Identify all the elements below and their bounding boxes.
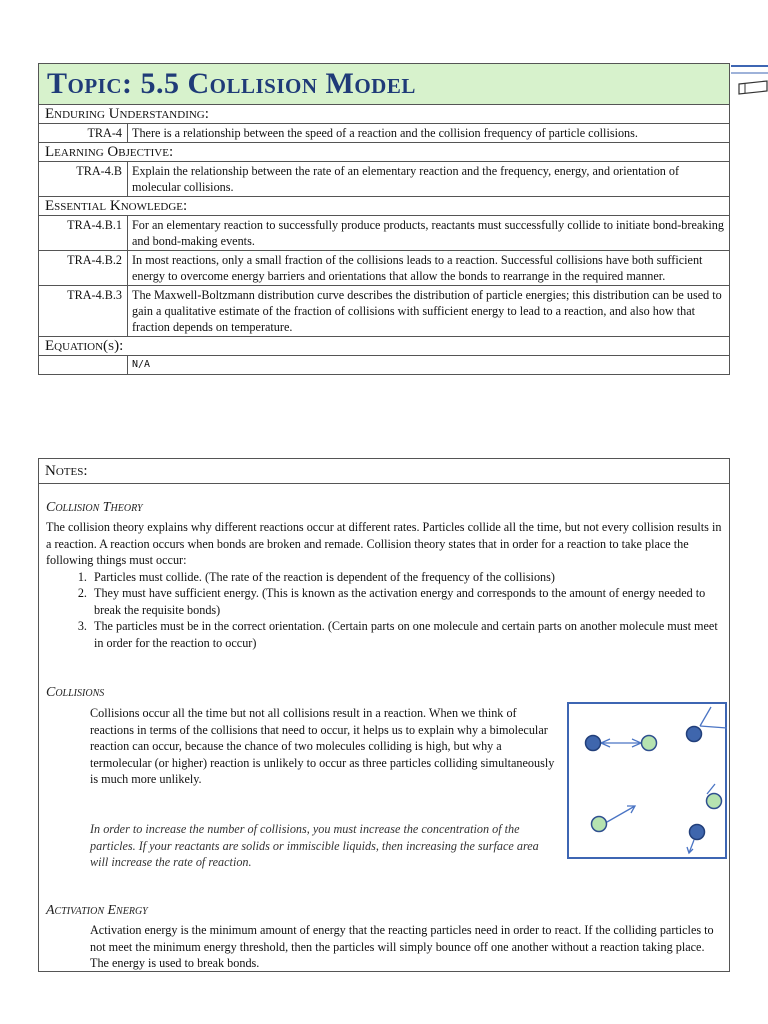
collisions-text: Collisions occur all the time but not all collisions result in a reaction. When we think of reactions in terms of the collisions that need to occur, it helps us to explain why a bimolecular reaction can occur, because the chance of two molecules colliding is high, but why a termolecular (or higher) reaction is unlikely to occur as three particles colliding simultaneously is much more unlikely.: [90, 706, 555, 786]
page-edge-icon: [731, 64, 768, 104]
title-cell: [39, 64, 730, 105]
list-item: 3. The particles must be in the correct orientation. (Certain parts on one molecule and certain parts on another molecule must meet in order for the reaction to occur): [90, 618, 722, 651]
table-row: [39, 124, 730, 143]
collision-theory-heading: Collision Theory: [46, 500, 143, 515]
table-row: [39, 356, 730, 375]
row-text: For an elementary reaction to successfully produce products, reactants must successfully collide to initiate bond-breaking and bond-making events.: [128, 216, 730, 251]
equations-label: Equation(s):: [39, 337, 730, 356]
row-code-empty: [39, 356, 128, 375]
enduring-label: Enduring Understanding:: [39, 105, 730, 124]
list-item: 2. They must have sufficient energy. (This is known as the activation energy and corresponds to the amount of energy needed to break the requisite bonds): [90, 585, 722, 618]
table-row: [39, 216, 730, 251]
blue-particle: [586, 736, 601, 751]
table-row: [39, 286, 730, 337]
table-row: [39, 162, 730, 197]
collision-theory-section: [46, 519, 722, 651]
notes-label: Notes:: [39, 459, 729, 484]
row-code: TRA-4.B.2: [39, 251, 128, 286]
blue-particle: [687, 727, 702, 742]
table-row: [39, 251, 730, 286]
row-code: TRA-4.B.3: [39, 286, 128, 337]
green-particle: [707, 794, 722, 809]
knowledge-label: Essential Knowledge:: [39, 197, 730, 216]
row-text: Explain the relationship between the rate of an elementary reaction and the frequency, energy, and orientation of molecular collisions.: [128, 162, 730, 197]
row-code: TRA-4.B: [39, 162, 128, 197]
topic-table: [38, 63, 730, 375]
row-text: The Maxwell-Boltzmann distribution curve describes the distribution of particle energies; this distribution can be used to gain a qualitative estimate of the fraction of collisions with sufficient energy to lead to a reaction, and also how that fraction depends on temperature.: [128, 286, 730, 337]
collisions-italic-note: In order to increase the number of collisions, you must increase the concentration of the particles. If your reactants are solids or immiscible liquids, then increasing the surface area will increase the rate of reaction.: [90, 822, 539, 869]
row-text: There is a relationship between the speed of a reaction and the collision frequency of particle collisions.: [128, 124, 730, 143]
activation-energy-text: Activation energy is the minimum amount of energy that the reacting particles need in order to react. If the colliding particles to not meet the minimum energy threshold, then the particles will simply bounce off one another without a reaction taking place. The energy is used to break bonds.: [90, 923, 714, 970]
notes-box: [38, 458, 730, 972]
green-particle: [642, 736, 657, 751]
objective-label: Learning Objective:: [39, 143, 730, 162]
row-text: In most reactions, only a small fraction of the collisions leads to a reaction. Successful collisions have both sufficient energy to overcome energy barriers and orientations that allow the bonds to rearrange in the required manner.: [128, 251, 730, 286]
activation-energy-heading: Activation Energy: [46, 903, 148, 918]
collisions-heading: Collisions: [46, 685, 105, 700]
collision-theory-intro: The collision theory explains why different reactions occur at different rates. Particles collide all the time, but not every collision results in a reaction. A reaction occurs when bonds are broken and remade. Collision theory states that in order for a reaction to take place the following things must occur:: [46, 520, 722, 567]
list-item: 1. Particles must collide. (The rate of the reaction is dependent of the frequency of the collisions): [90, 569, 722, 586]
page-title: Topic: 5.5 Collision Model: [47, 67, 416, 100]
collision-diagram: [567, 702, 727, 859]
row-code: TRA-4: [39, 124, 128, 143]
blue-particle: [690, 825, 705, 840]
equation-value: N/A: [128, 356, 730, 375]
row-code: TRA-4.B.1: [39, 216, 128, 251]
green-particle: [592, 817, 607, 832]
conditions-list: [46, 569, 722, 652]
